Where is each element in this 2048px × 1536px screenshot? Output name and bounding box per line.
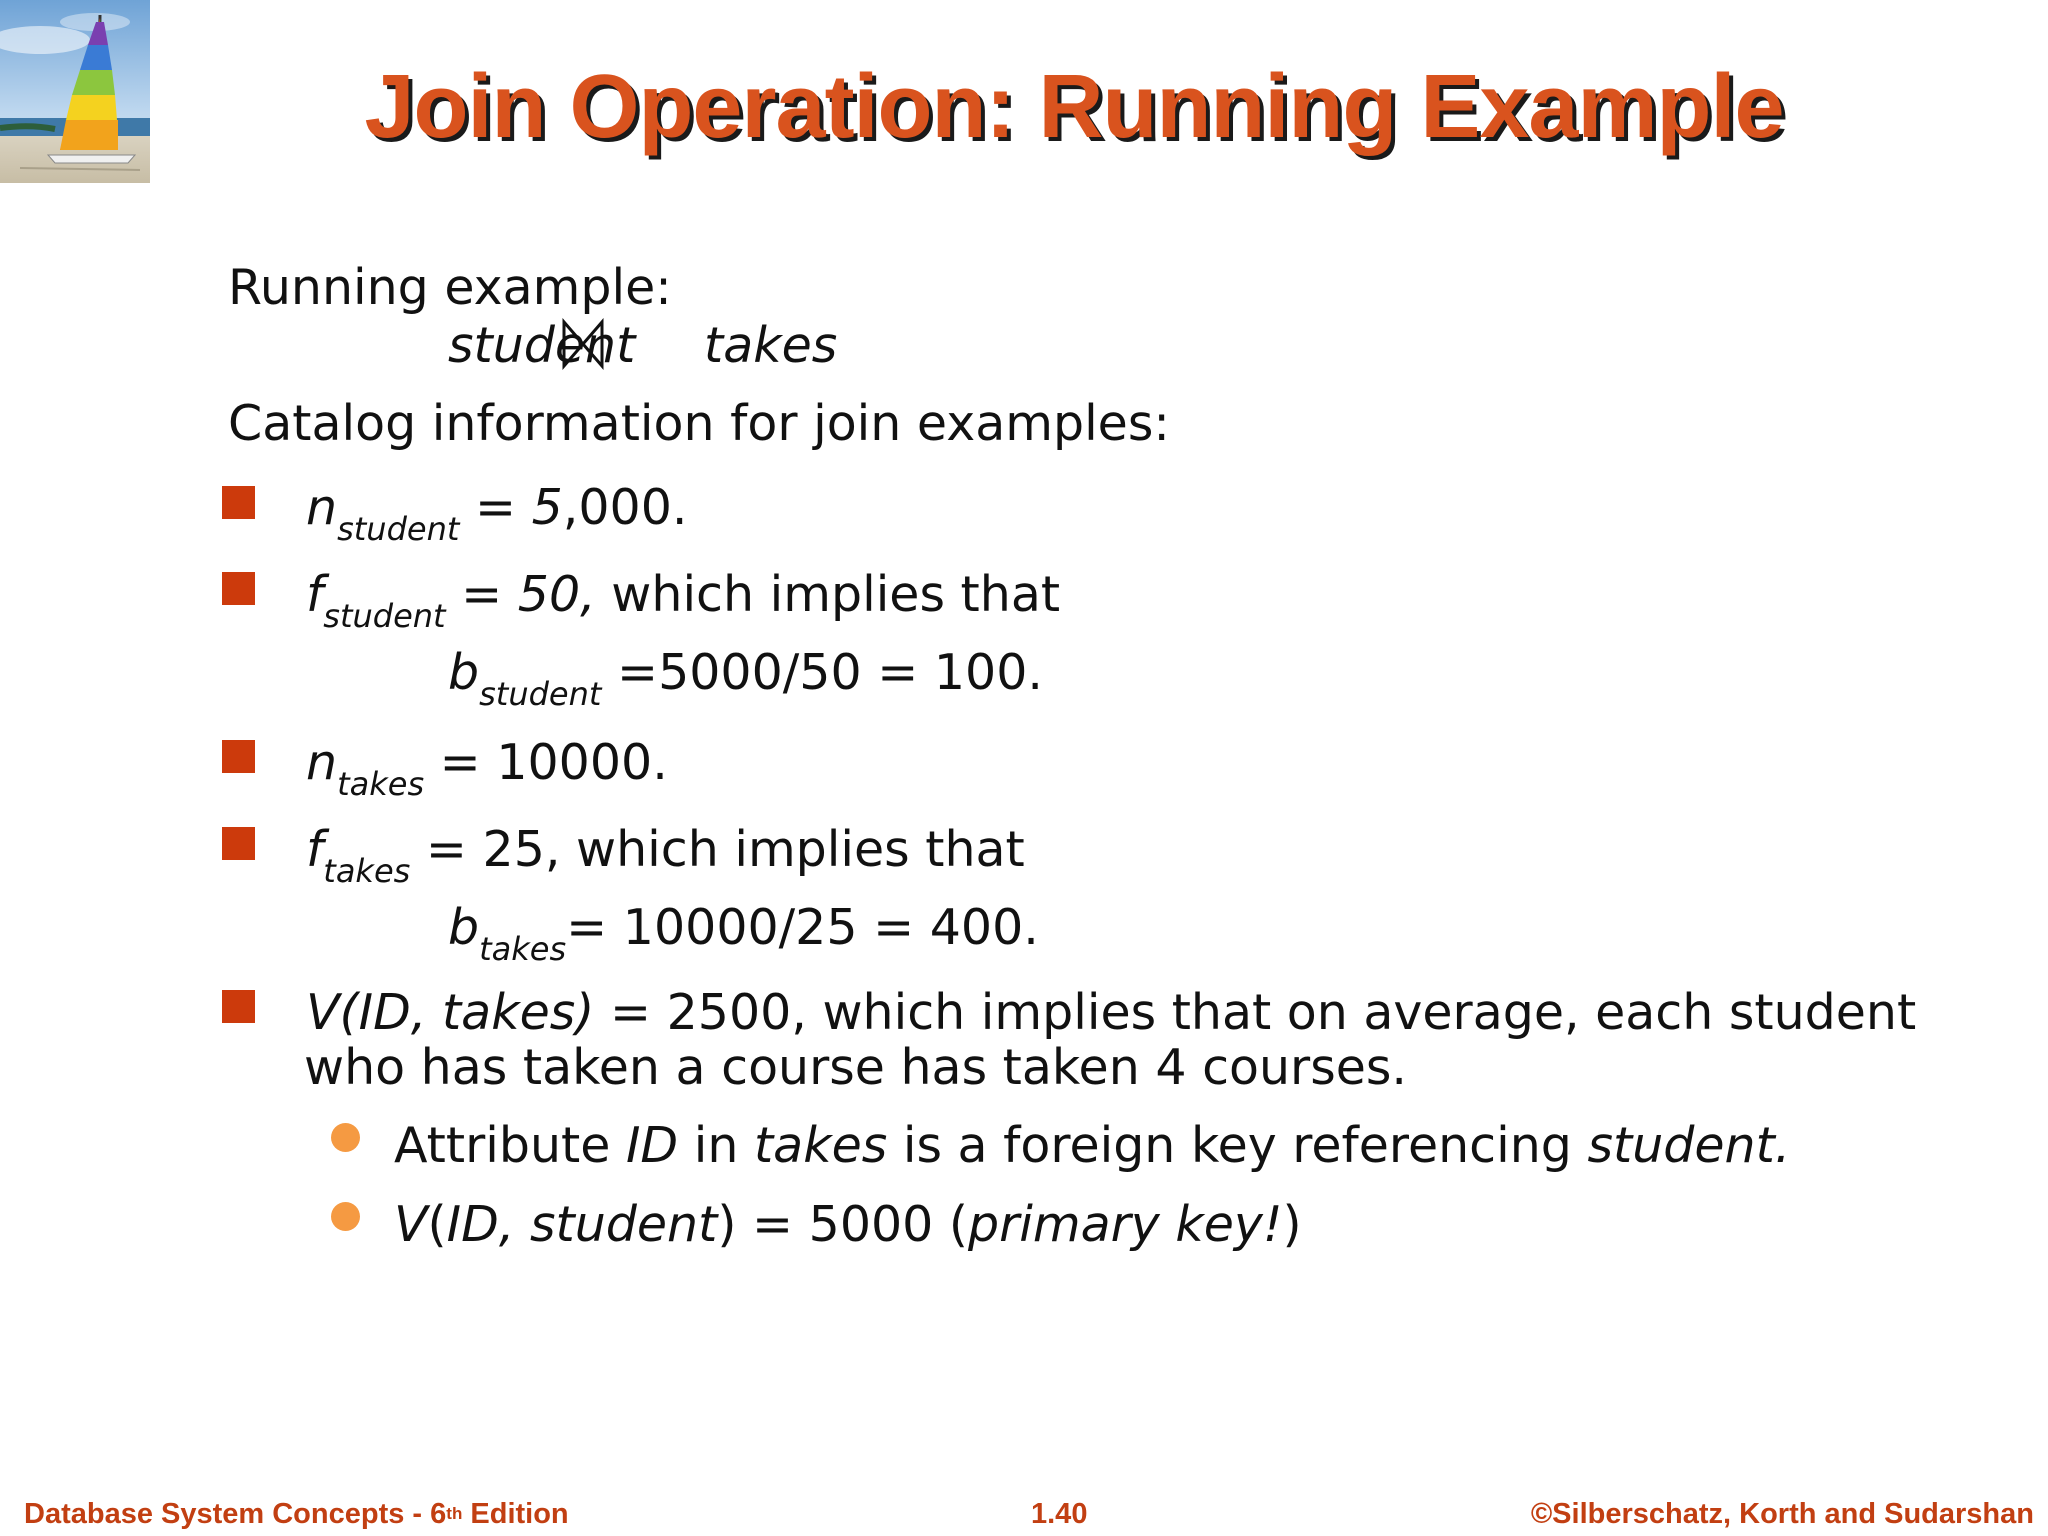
var-f: f: [306, 566, 324, 623]
value-rest: ,000.: [562, 479, 688, 536]
subbullet-primary-key: [394, 1195, 1302, 1255]
bullet-dot: [331, 1202, 360, 1231]
natural-join-icon: [560, 318, 606, 370]
text-part: Attribute: [394, 1117, 626, 1174]
text-part: ) = 5000 (: [717, 1196, 969, 1253]
b-student-calc: [448, 643, 1043, 713]
text-part: V: [394, 1196, 428, 1253]
bullet-square: [222, 827, 255, 860]
running-example-label: Running example:: [228, 259, 672, 316]
subscript-student: student: [479, 675, 602, 713]
value-rest: = 10000.: [424, 734, 668, 791]
expr-v-id-takes: V(ID, takes): [306, 984, 595, 1041]
b-takes-calc: [448, 898, 1039, 968]
catalog-info-label: Catalog information for join examples:: [228, 395, 1170, 452]
subscript-student: student: [337, 510, 460, 548]
bullet-square: [222, 740, 255, 773]
value-rest: which implies that: [595, 566, 1061, 623]
footer-book-tail: Edition: [462, 1498, 569, 1530]
footer-book-title: [24, 1496, 569, 1536]
footer-book-main: Database System Concepts - 6: [24, 1498, 447, 1530]
bullet-f-takes: [306, 820, 1025, 890]
var-b: b: [448, 899, 480, 956]
bullet-v-id-takes: [306, 983, 1916, 1043]
bullet-v-id-takes-line2: who has taken a course has taken 4 courses.: [304, 1039, 1407, 1096]
text-part: ): [1282, 1196, 1302, 1253]
footer-book-sup: th: [446, 1504, 463, 1523]
attr-id: ID: [625, 1117, 679, 1174]
value-rest: = 25, which implies that: [410, 821, 1025, 878]
bullet-f-student: [306, 565, 1061, 635]
bullet-square: [222, 572, 255, 605]
equals-value: = 50,: [445, 566, 596, 623]
var-n: n: [306, 734, 338, 791]
bullet-square: [222, 486, 255, 519]
var-n: n: [306, 479, 338, 536]
bullet-square: [222, 990, 255, 1023]
var-b: b: [448, 644, 480, 701]
equals-value: = 5: [459, 479, 563, 536]
subscript-takes: takes: [323, 852, 411, 890]
bullet-dot: [331, 1123, 360, 1152]
slide-title: Join Operation: Running Example: [364, 57, 1784, 157]
text-part: (: [427, 1196, 447, 1253]
relation-takes: takes: [704, 317, 838, 374]
relation-student: student.: [1587, 1117, 1791, 1174]
bullet-n-takes: [306, 733, 668, 803]
text-part: is a foreign key referencing: [887, 1117, 1588, 1174]
relation-student: student: [448, 317, 636, 374]
calc-rest: = 10000/25 = 400.: [566, 899, 1039, 956]
primary-key-note: primary key!: [968, 1196, 1283, 1253]
footer-copyright: ©Silberschatz, Korth and Sudarshan: [1530, 1498, 2034, 1530]
subbullet-foreign-key: [394, 1116, 1790, 1176]
bullet-n-student: [306, 478, 688, 548]
value-rest: = 2500, which implies that on average, each student: [594, 984, 1917, 1041]
relation-takes: takes: [753, 1117, 888, 1174]
calc-rest: =5000/50 = 100.: [601, 644, 1043, 701]
footer-slide-number: 1.40: [1031, 1498, 1088, 1530]
text-part: in: [678, 1117, 754, 1174]
subscript-takes: takes: [479, 930, 567, 968]
subscript-takes: takes: [337, 765, 425, 803]
subscript-student: student: [323, 597, 446, 635]
var-f: f: [306, 821, 324, 878]
expr-id-student: ID, student: [446, 1196, 718, 1253]
